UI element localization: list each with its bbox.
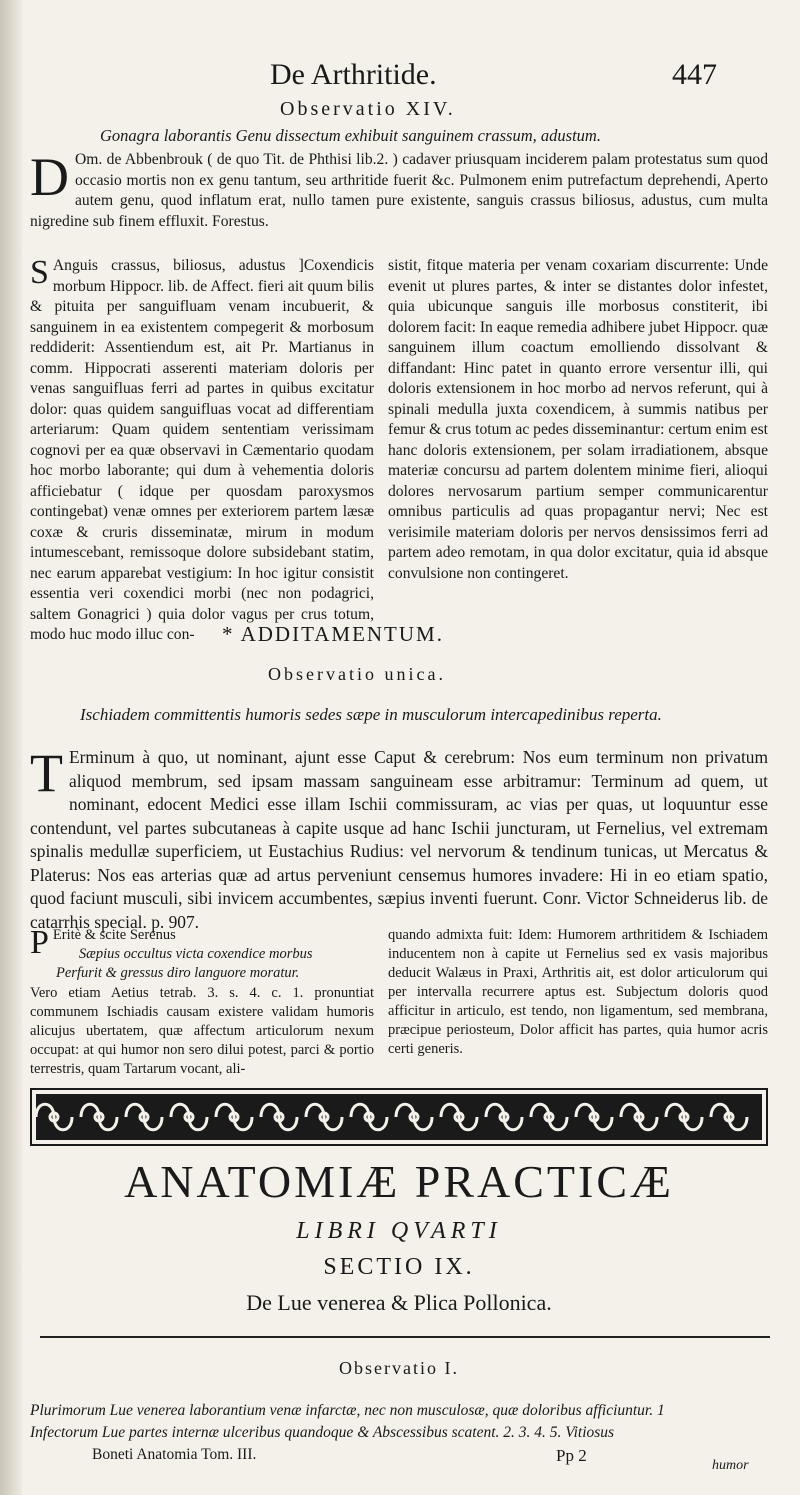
additamentum-body — [30, 743, 768, 934]
drop-capital: P — [30, 924, 49, 961]
ornamental-border — [30, 1088, 768, 1146]
additamentum-text: Erminum à quo, ut nominant, ajunt esse Caput & cerebrum: Nos eum terminum non privatum aliquod membrum, sed ipsam massam sanguineam esse arbitramur: Terminum ad quem, ut nominant, edocent Medici esse illam Ischii commissuram, ac vias per quas, ut loquuntur esse contendunt, vel partes subcutaneas à capite usque ad hanc Ischii juncturam, ut Fernelius, vel extremam spinalis medullæ superficiem, ut Eustachius Rudius: vel nervorum & tendinum tunicas, ut Mercatus & Platerus: Nos eas arterias quæ ad artus perveniunt censemus humores invadere: Hi in eo etiam spatio, quod faciunt musculi, sibi invicem accumbentes, sæpius inventi fuerunt. Conr. Victor Schneiderus lib. de catarrhis special. p. 907. — [30, 747, 768, 932]
commentary-left-text: Anguis crassus, biliosus, adustus ]Coxendicis morbum Hippocr. lib. de Affect. fieri ait quum bilis & pituita per sanguifluam venam incubuerit, & sanguinem in ea existentem compegerit & morbosum reddiderit: Assentiendum est, ait Pr. Martianus in comm. Hippocrati asserenti materiam doloris per venas sanguifluas ferri ad partes in quibus excitatur dolor: quas quidem sanguifluas vocat ad differentiam arteriarum: Quam quidem sententiam verissimam cognovi per ea quæ observavi in Cæmentario quodam hoc morbo laborante; qui dum à vehementia doloris afficiebatur ( idque per quosdam paroxysmos contingebat) venæ omnes per exteriorem partem læsæ coxæ & cruris disseminatæ, mirum in modum intumescebant, remissoque dolore subsidebant statim, nec earum apparebat vestigium: In hoc igitur consistit essentia veri coxendici morbi (nec non podagrici, saltem Gonagrici ) quia dolor vagus per crus totum, modo huc modo illuc con- — [30, 257, 374, 643]
observation-text: Om. de Abbenbrouk ( de quo Tit. de Phthisi lib.2. ) cadaver priusquam inciderem palam protestatus sum quod occasio mortis non ex genu tantum, seu arthritide fuerit &c. Pulmonem enim putrefactum deprehendi, Aperto autem genu, quod inflatum erat, nullo tamen pure existente, sanguis crassus biliosus, adustus, cum multa nigredine sub finem effluxit. Forestus. — [30, 151, 768, 230]
divider — [40, 1336, 770, 1338]
subtitle-line: Plurimorum Lue venerea laborantium venæ infarctæ, nec non musculosæ, quæ doloribus afficiuntur. 1 — [30, 1402, 665, 1419]
observation-heading: Observatio I. — [339, 1358, 459, 1378]
section-title: ANATOMIÆ PRACTICÆ — [124, 1156, 674, 1207]
observation-subtitle: Gonagra laborantis Genu dissectum exhibuit sanguinem crassum, adustum. — [100, 126, 601, 145]
drop-capital: S — [30, 254, 49, 291]
verse-quotation — [30, 926, 374, 983]
footer-title: Boneti Anatomia Tom. III. — [92, 1446, 257, 1463]
additamentum-right-column: quando admixta fuit: Idem: Humorem arthritidem & Ischiadem inducentem non à capite ut Fernelius sed ex vasis majoribus deducit Walæus in Praxi, Arthritis ait, est dolor articulorum qui per intervalla recurrere aptus est. Subjectum doloris quod afficitur in articulo, est tendo, non ligamentum, sed membrana, præcipue periosteum, Dolor afficit has partes, quia humor acris certi generis. — [388, 927, 768, 1057]
observation-subtitle — [30, 1400, 768, 1444]
verse-line: Eritè & scite Serenus — [52, 927, 176, 943]
observation-body — [30, 147, 768, 232]
verse-line: Perfurit & gressus diro languore moratur. — [56, 965, 300, 981]
drop-capital: T — [30, 743, 63, 803]
book-number: LIBRI QVARTI — [296, 1218, 502, 1244]
page-number: 447 — [672, 58, 717, 91]
observation-heading: Observatio XIV. — [280, 98, 456, 120]
page-gutter-shadow — [0, 0, 22, 1495]
section-number: SECTIO IX. — [323, 1254, 475, 1280]
observation-subtitle: Ischiadem committentis humoris sedes sæpe in musculorum intercapedinibus reperta. — [80, 705, 662, 724]
additamentum-heading: * ADDITAMENTUM. — [222, 622, 444, 646]
catchword: humor — [712, 1458, 749, 1473]
signature-mark: Pp 2 — [556, 1446, 587, 1465]
commentary-left-column — [30, 256, 374, 646]
section-subject: De Lue venerea & Plica Pollonica. — [246, 1290, 552, 1315]
additamentum-left-column: Vero etiam Aetius tetrab. 3. s. 4. c. 1. pronuntiat communem Ischiadis causam existere validam humoris alicujus ubertatem, quæ affectum articulorum nexum occupat: at qui humor non sero dilui potest, parci & portio terrestris, quam Tartarum vocant, ali- — [30, 985, 374, 1077]
drop-capital: D — [30, 147, 69, 207]
subtitle-line: Infectorum Lue partes internæ ulceribus quandoque & Abscessibus scatent. 2. 3. 4. 5. Vitiosus — [30, 1424, 615, 1441]
verse-line: Sæpius occultus victa coxendice morbus — [78, 946, 313, 962]
observation-heading: Observatio unica. — [268, 664, 446, 684]
commentary-right-column: sistit, fitque materia per venam coxariam discurrente: Unde evenit ut plures partes, & inter se distantes dolor infestet, quia ubicunque sanguis ille morbosus constiterit, ibi dolorem facit: In eaque remedia adhibere jubet Hippocr. quæ sanguinem illum coactum emolliendo dissolvant & diffandant: Hinc patet in quanto errore versentur illi, qui doloris extensionem in hoc morbo ad nervos referunt, qui à spinali medulla juxta coxendicem, à summis natibus per femur & crus totum ac pedes disseminantur: certum enim est hanc doloris extensionem, per solam irradiationem, absque materiæ concursu ad partem dolentem minime fieri, alioqui dolores nervosarum partium semper communicarentur omnibus particulis ad quas propagantur nervi; Nec est verisimile materiam doloris per nervos densissimos ferri ad partem adeo remotam, in qua dolor excitatur, quia id absque convulsione non contingeret. — [388, 257, 768, 582]
running-title: De Arthritide. — [270, 58, 437, 91]
